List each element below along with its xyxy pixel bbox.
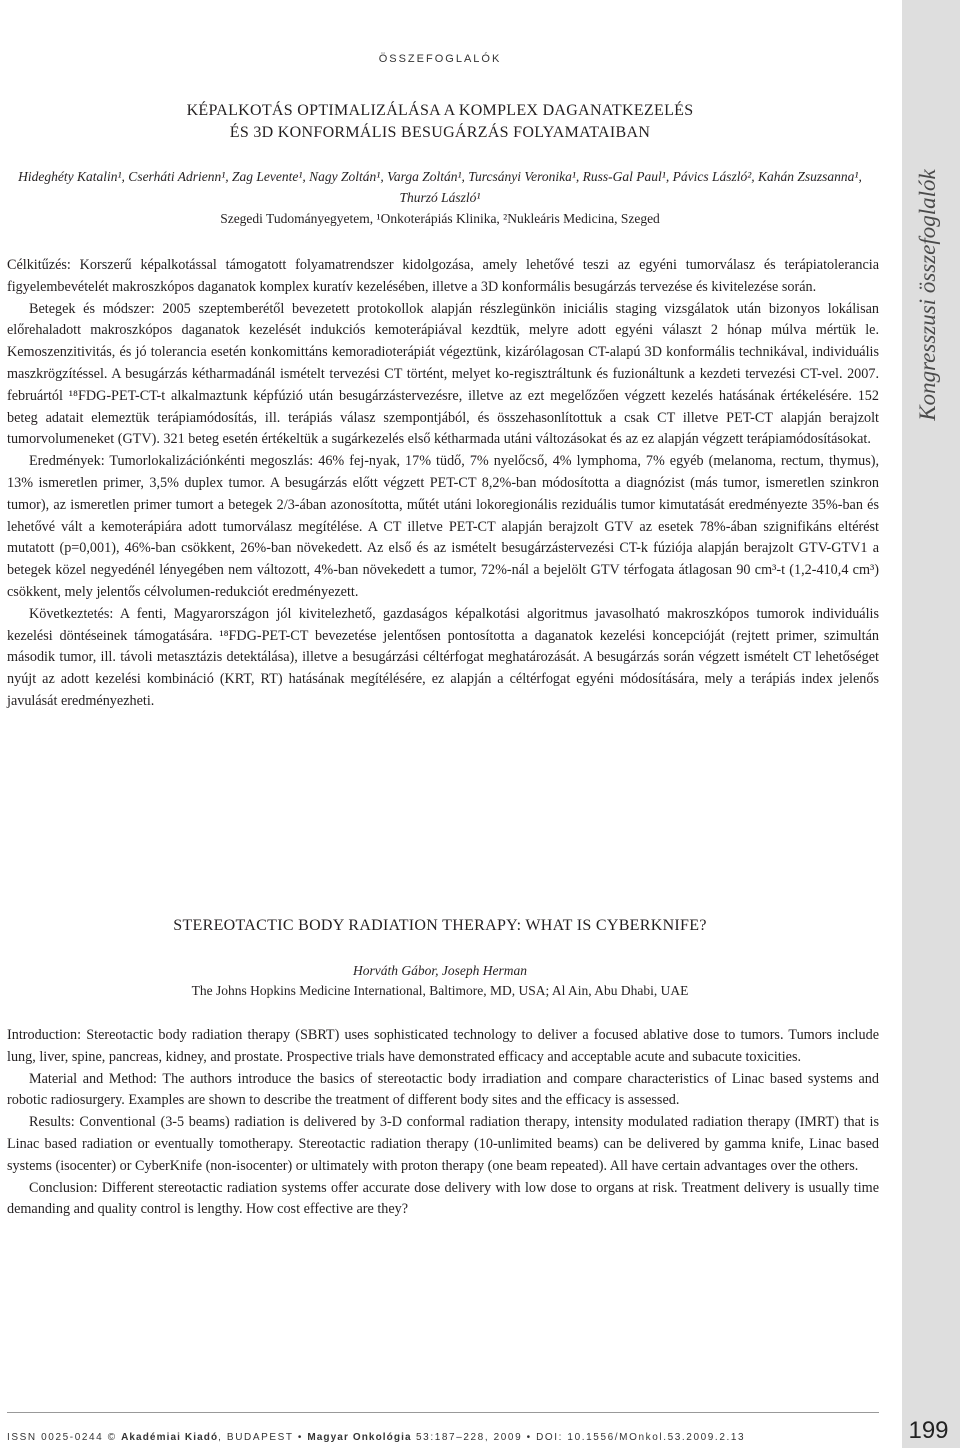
footer-issn: ISSN 0025-0244 © [7,1432,117,1443]
article1-title-line2: ÉS 3D KONFORMÁLIS BESUGÁRZÁS FOLYAMATAIBAN [229,124,651,141]
article1-affiliation: Szegedi Tudományegyetem, ¹Onkoterápiás Klinika, ²Nukleáris Medicina, Szeged [220,211,660,226]
article2-paragraph: Conclusion: Different stereotactic radiation systems offer accurate dose delivery with low dose to organs at risk. Treatment delivery is usually time demanding and quality control is lengthy. How cost effective are they? [7,1179,879,1218]
article2-paragraph: Introduction: Stereotactic body radiation therapy (SBRT) uses sophisticated technology to deliver a focused ablative dose to tumors. Tumors include lung, liver, spine, pancreas, kidney, and prostate. Prospective trials have demonstrated efficacy and acceptable acute and subacute toxicities. [7,1027,879,1065]
sidebar-section-title: Kongresszusi összefoglalók [915,169,940,421]
footer-city: , BUDAPEST • [218,1432,303,1443]
article2-title: STEREOTACTIC BODY RADIATION THERAPY: WHAT IS CYBERKNIFE? [173,917,707,934]
article2-paragraph: Material and Method: The authors introduce the basics of stereotactic body irradiation and compare characteristics of Linac based systems and robotic radiosurgery. Examples are shown to describe the treatment of different body sites and the efficacy is assessed. [7,1070,879,1109]
footer-divider [7,1412,879,1413]
article1-authors: Hideghéty Katalin¹, Cserháti Adrienn¹, Zag Levente¹, Nagy Zoltán¹, Varga Zoltán¹, Turcsányi Veronika¹, Russ-Gal Paul¹, Pávics László², Kahán Zsuzsanna¹, Thurzó László¹ [18,169,862,205]
article2-affiliation: The Johns Hopkins Medicine International, Baltimore, MD, USA; Al Ain, Abu Dhabi, UAE [191,983,689,998]
article2-authors: Horváth Gábor, Joseph Herman [353,963,527,978]
article1-title-line1: KÉPALKOTÁS OPTIMALIZÁLÁSA A KOMPLEX DAGANATKEZELÉS [186,102,694,119]
article1-abstract [7,255,879,713]
article2-paragraph: Results: Conventional (3-5 beams) radiation is delivered by 3-D conformal radiation therapy, intensity modulated radiation therapy (IMRT) that is Linac based radiation or eventually tomotherapy. Stereotactic radiation therapy (10-unlimited beams) can be delivered by gamma knife, Linac based systems (isocenter) or CyberKnife (non-isocenter) or ultimately with proton therapy (one beam repeated). All have certain advantages over the others. [7,1114,879,1174]
article1-paragraph: Eredmények: Tumorlokalizációnkénti megoszlás: 46% fej-nyak, 17% tüdő, 7% nyelőcső, 4% lymphoma, 7% egyéb (melanoma, rectum, thymus), 13% ismeretlen primer, 3,5% duplex tumor. A besugárzás előtt végzett PET-CT 8,2%-ban módosította a diagnózist (más tumor, ismeretlen szinkron tumor), az ismeretlen primer tumort a betegek 2/3-ában azonosította, műtét utáni lokoregionális reziduális tumor kimutatását eredményezte 35%-ban és lehetővé vált a kemoterápiára adott tumorválasz megítélése. A CT illetve PET-CT alapján berajzolt GTV az esetek 78%-ában szignifikáns eltérést mutatott (p=0,001), 46%-ban csökkent, 26%-ban növekedett. Az első és az ismételt besugárzástervezési CT-k fúziója alapján berajzolt GTV-GTV1 a betegek közel negyedénél lényegében nem változott, 4%-ban növekedett a tumor, 72%-nál a bejelölt GTV térfogata átlagosan 90 cm³-t (1,2-410,4 cm³) csökkent, mely jelentős célvolumen-redukciót eredményezett. [7,453,879,600]
article1-paragraph: Betegek és módszer: 2005 szeptemberétől bevezetett protokollok alapján részlegünkön iniciális staging vizsgálatok után bizonyos lokálisan előrehaladott makroszkópos daganatok kezelését indukciós kemoterápiával kezdtük, melyre adott egyéni választ 2 hónap múlva mértük le. Kemoszenzitivitás, és jó tolerancia esetén konkomittáns kemoradioterápiát végeztünk, kizárólagosan CT-alapú 3D konformális technikával, individuális maszkrögzítéssel. A besugárzás kétharmadánál ismételt tervezési CT történt, melyet ko-regisztráltunk és fuzionáltunk a kezdeti tervezési CT-vel. 2007. februártól ¹⁸FDG-PET-CT-t alkalmaztunk képfúzió után besugárzástervezésre, illetve az ezt megelőzően végzett kezelés hatásának értékelésére. 152 beteg adatait elemeztük terápiamódosítás, ill. terápiás válasz szempontjából, és összehasonlítottuk a csak CT illetve PET-CT alapján berajzolt tumorvolumeneket (GTV). 321 beteg esetén értékeltük a sugárkezelés első kétharmada utáni változásokat és az ez alapján végzett terápiamódosításokat. [7,300,879,448]
section-header: ÖSSZEFOGLALÓK [378,53,502,65]
article1-paragraph: Célkitűzés: Korszerű képalkotással támogatott folyamatrendszer kidolgozása, amely lehetővé teszi az egyéni tumorválasz és terápiatolerancia figyelembevételét makroszkópos daganatok komplex kuratív kezelésében, illetve a 3D konformális besugárzás tervezése és kivitelezése során. [7,257,879,295]
page-number: 199 [908,1417,949,1444]
footer-volume-doi: 53:187–228, 2009 • DOI: 10.1556/MOnkol.53.2009.2.13 [411,1432,746,1443]
article2-abstract [7,1025,879,1221]
footer-citation [7,1432,882,1443]
footer-publisher: Akadémiai Kiadó [121,1432,219,1443]
footer-journal: Magyar Onkológia [307,1432,412,1443]
article1-paragraph: Következtetés: A fenti, Magyarországon jól kivitelezhető, gazdaságos képalkotási algoritmus javasolható makroszkópos tumorok individuális kezelési döntéseinek támogatására. ¹⁸FDG-PET-CT bevezetése jelentősen pontosította a daganatok kezelési koncepcióját (rejtett primer, szimultán második tumor, ill. távoli metasztázis detektálása), illetve a besugárzási céltérfogat meghatározását. A besugárzás során végzett ismételt CT lehetőséget nyújt az adott kezelési kombináció (KRT, RT) hatásának megítélésére, ez alapján a céltérfogat egyéni módosítására, mely a terápiás index jelenős javulását eredményezheti. [7,605,879,709]
